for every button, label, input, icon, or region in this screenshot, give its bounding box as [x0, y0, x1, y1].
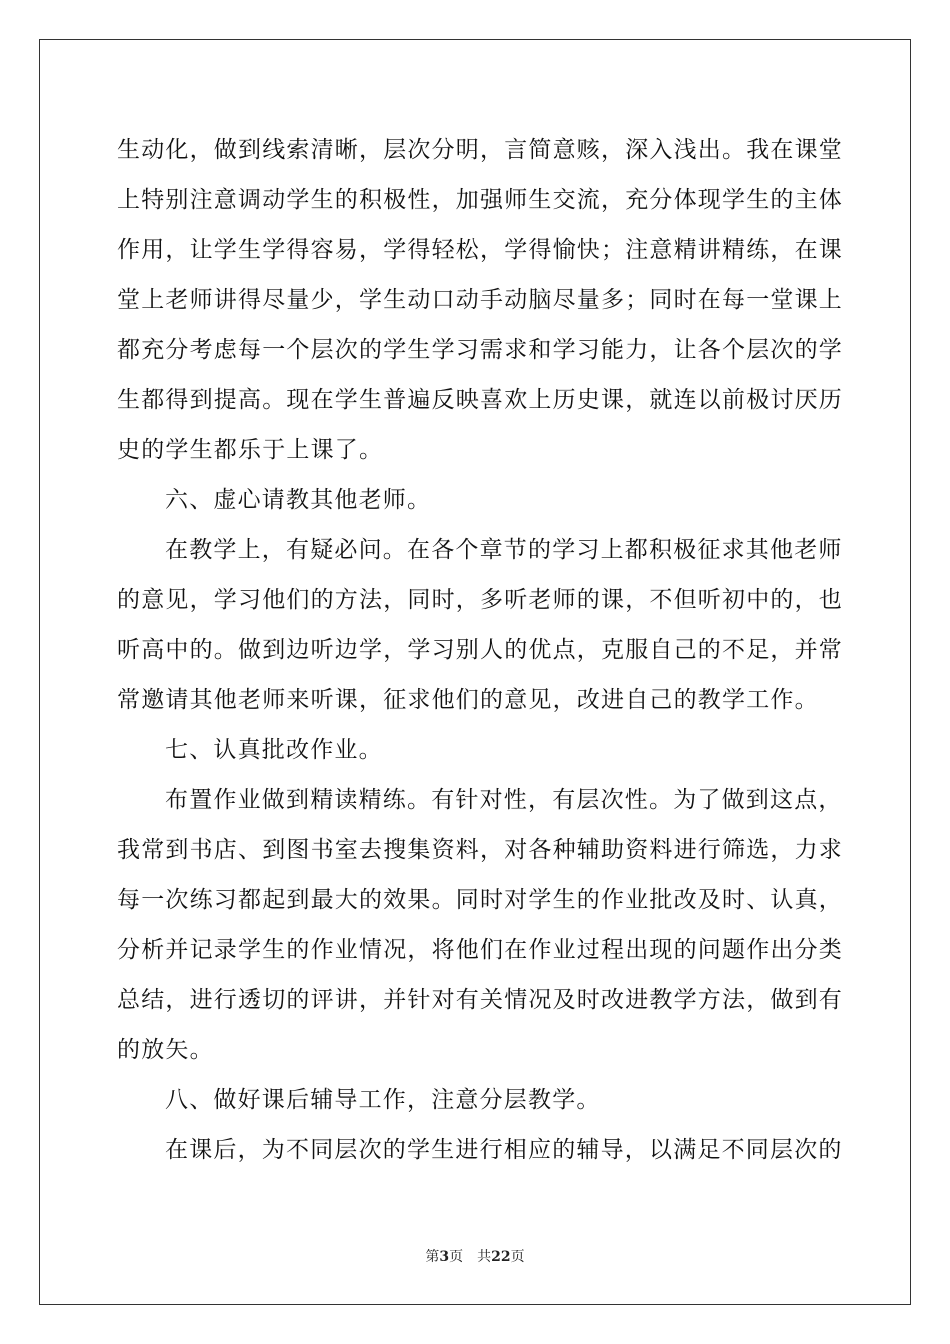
text-line: 常邀请其他老师来听课，征求他们的意见，改进自己的教学工作。 [117, 687, 819, 713]
text-line: 都充分考虑每一个层次的学生学习需求和学习能力，让各个层次的学 [117, 337, 843, 363]
text-line: 生动化，做到线索清晰，层次分明，言简意赅，深入浅出。我在课堂 [117, 137, 843, 163]
text-line: 在教学上，有疑必问。在各个章节的学习上都积极征求其他老师 [165, 537, 843, 563]
text-line: 堂上老师讲得尽量少，学生动口动手动脑尽量多；同时在每一堂课上 [117, 287, 843, 313]
text-line: 每一次练习都起到最大的效果。同时对学生的作业批改及时、认真， [117, 887, 843, 913]
text-line: 的放矢。 [117, 1037, 214, 1063]
text-line: 生都得到提高。现在学生普遍反映喜欢上历史课，就连以前极讨厌历 [117, 387, 843, 413]
text-line: 作用，让学生学得容易，学得轻松，学得愉快；注意精讲精练，在课 [117, 237, 843, 263]
page-number: 3 [439, 1249, 450, 1265]
text-line: 的意见，学习他们的方法，同时，多听老师的课，不但听初中的，也 [117, 587, 843, 613]
text-line: 在课后，为不同层次的学生进行相应的辅导，以满足不同层次的 [165, 1137, 843, 1163]
total-prefix: 共 [477, 1249, 492, 1265]
text-line: 上特别注意调动学生的积极性，加强师生交流，充分体现学生的主体 [117, 187, 843, 213]
text-line: 布置作业做到精读精练。有针对性，有层次性。为了做到这点， [165, 787, 843, 813]
page-suffix: 页 [449, 1249, 464, 1265]
section-heading-6: 六、虚心请教其他老师。 [165, 487, 432, 513]
total-pages: 22 [491, 1249, 511, 1265]
document-body [117, 125, 843, 1175]
total-suffix: 页 [510, 1249, 525, 1265]
page-prefix: 第 [425, 1249, 440, 1265]
page-footer [0, 1247, 950, 1267]
text-line: 听高中的。做到边听边学，学习别人的优点，克服自己的不足，并常 [117, 637, 843, 663]
text-line: 史的学生都乐于上课了。 [117, 437, 384, 463]
text-line: 我常到书店、到图书室去搜集资料，对各种辅助资料进行筛选，力求 [117, 837, 843, 863]
text-line: 总结，进行透切的评讲，并针对有关情况及时改进教学方法，做到有 [117, 987, 843, 1013]
section-heading-7: 七、认真批改作业。 [165, 737, 383, 763]
text-line: 分析并记录学生的作业情况，将他们在作业过程出现的问题作出分类 [117, 937, 843, 963]
section-heading-8: 八、做好课后辅导工作，注意分层教学。 [165, 1087, 601, 1113]
